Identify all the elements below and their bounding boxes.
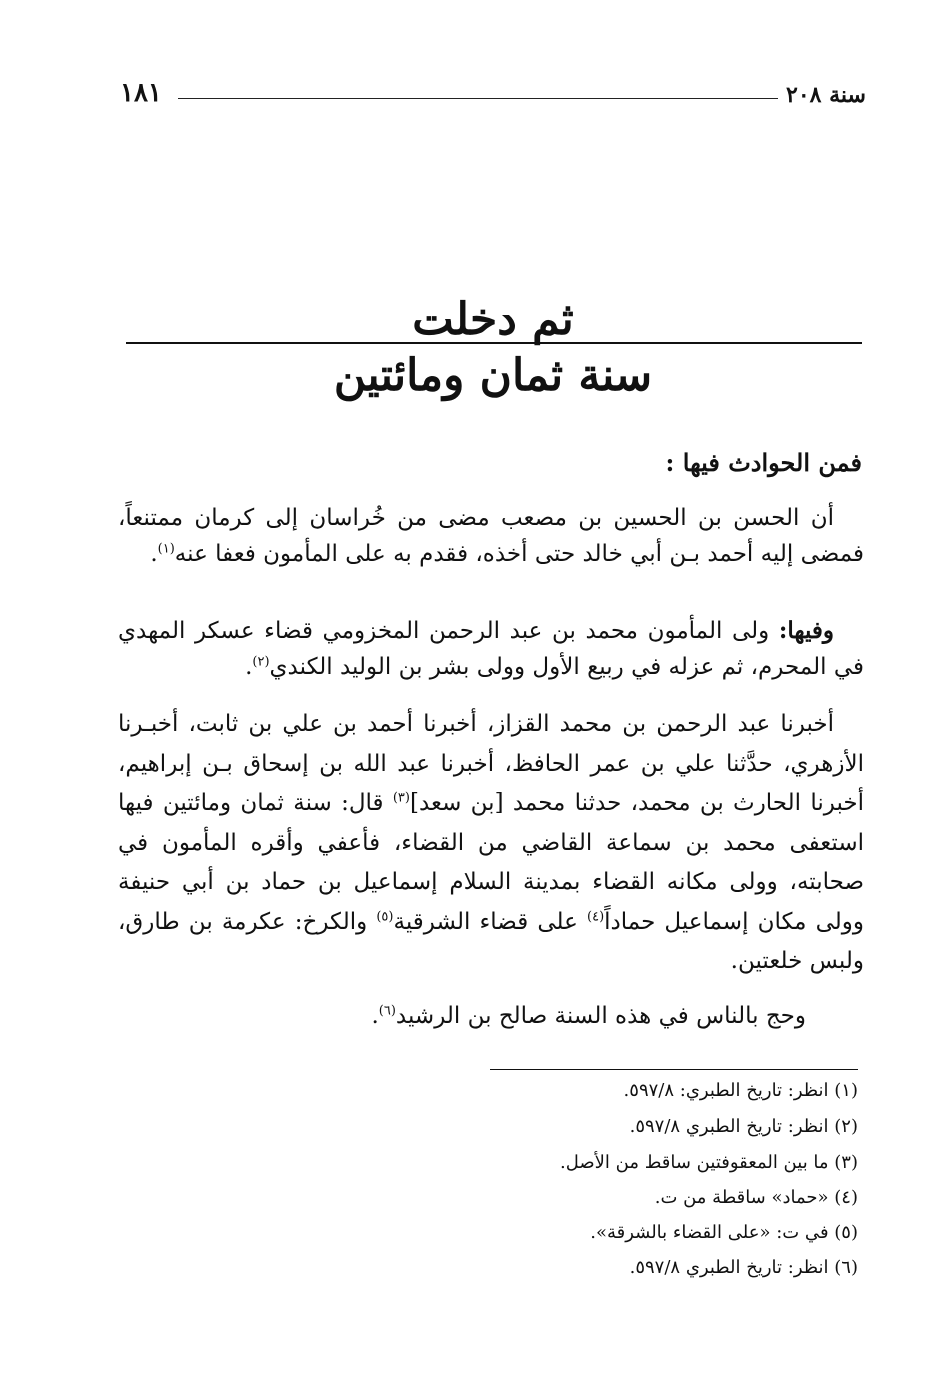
paragraph-3-text-a: أخبرنا عبد الرحمن بن محمد القزاز، أخبرنا أحمد بن علي بن ثابت، أخبـرنا الأزهري، حدَّثنا علي بن عمر الحافظ، أخبرنا عبد الله بن إسحاق بـن إبراهيم، أخبرنا الحارث بن محمد، حدثنا محمد [بن سعد] bbox=[118, 711, 864, 816]
title-divider bbox=[126, 342, 862, 344]
footnote-ref-2: (٢) bbox=[252, 654, 270, 670]
footnote-3: (٣) ما بين المعقوفتين ساقط من الأصل. bbox=[560, 1152, 858, 1173]
paragraph-1-end: . bbox=[150, 541, 158, 567]
page-number: ١٨١ bbox=[120, 78, 162, 108]
chapter-title-line1: ثم دخلت bbox=[412, 294, 574, 345]
footnote-4: (٤) «حماد» ساقطة من ت. bbox=[654, 1187, 858, 1208]
paragraph-3 bbox=[118, 705, 864, 982]
paragraph-2-text: ولى المأمون محمد بن عبد الرحمن المخزومي قضاء عسكر المهدي في المحرم، ثم عزله في ربيع الأول وولى بشر بن الوليد الكندي bbox=[118, 618, 864, 680]
footnote-6: (٦) انظر: تاريخ الطبري ٥٩٧/٨. bbox=[629, 1257, 858, 1278]
footnote-1: (١) انظر: تاريخ الطبري: ٥٩٧/٨. bbox=[623, 1080, 858, 1101]
paragraph-4 bbox=[118, 998, 864, 1034]
paragraph-3-text-c: على قضاء الشرقية bbox=[393, 908, 587, 935]
paragraph-4-text: وحج بالناس في هذه السنة صالح بن الرشيد bbox=[395, 1003, 806, 1029]
paragraph-3-text-d: والكرخ: عكرمة بن طارق، ولبس خلعتين. bbox=[118, 908, 864, 974]
footnote-rule bbox=[490, 1069, 858, 1070]
running-header-year: سنة ٢٠٨ bbox=[786, 82, 866, 108]
footnote-5: (٥) في ت: «على القضاء بالشرقة». bbox=[590, 1222, 858, 1243]
paragraph-2-end: . bbox=[245, 654, 253, 680]
footnote-2: (٢) انظر: تاريخ الطبري ٥٩٧/٨. bbox=[629, 1116, 858, 1137]
paragraph-2-lead: وفيها: bbox=[778, 617, 834, 644]
paragraph-2 bbox=[118, 613, 864, 685]
footnote-ref-3: (٣) bbox=[392, 790, 410, 806]
paragraph-1-text: أن الحسن بن الحسين بن مصعب مضى من خُراسان إلى كرمان ممتنعاً، فمضى إليه أحمد بـن أبي خالد حتى أخذه، فقدم به على المأمون فعفا عنه bbox=[118, 505, 864, 567]
section-heading: فمن الحوادث فيها : bbox=[665, 448, 862, 477]
chapter-title-line2: سنة ثمان ومائتين bbox=[333, 350, 653, 401]
footnote-ref-1: (١) bbox=[157, 541, 175, 557]
paragraph-1 bbox=[118, 500, 864, 572]
paragraph-4-end: . bbox=[371, 1003, 379, 1029]
running-header bbox=[120, 76, 866, 116]
footnote-ref-6: (٦) bbox=[378, 1003, 396, 1019]
footnote-ref-4: (٤) bbox=[587, 908, 605, 924]
header-rule bbox=[178, 98, 778, 99]
paragraph-3-text-b: قال: سنة ثمان ومائتين فيها استعفى محمد بن سماعة القاضي من القضاء، فأعفي وأقره المأمون في صحابته، وولى مكانه القضاء بمدينة السلام إسماعيل بن حماد بن أبي حنيفة وولى مكان إسماعيل حماداً bbox=[118, 790, 865, 935]
footnote-ref-5: (٥) bbox=[376, 908, 394, 924]
